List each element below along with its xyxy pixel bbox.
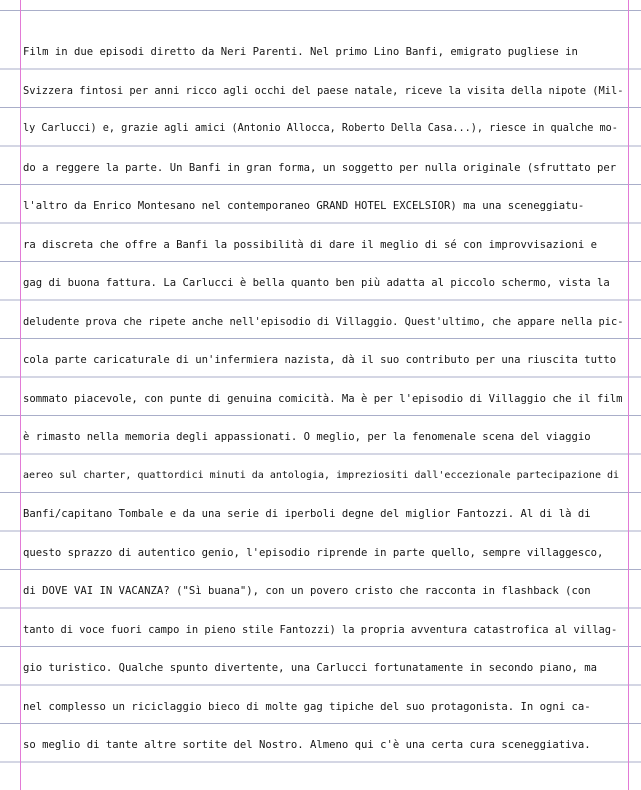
text-line: è rimasto nella memoria degli appassionati. O meglio, per la fenomenale scena del viaggio bbox=[23, 431, 591, 443]
right-margin-line bbox=[628, 0, 629, 790]
text-line: sommato piacevole, con punte di genuina comicità. Ma è per l'episodio di Villaggio che il film bbox=[23, 392, 623, 405]
text-line: do a reggere la parte. Un Banfi in gran forma, un soggetto per nulla originale (sfruttato per bbox=[23, 161, 617, 174]
text-line: ra discreta che offre a Banfi la possibilità di dare il meglio di sé con improvvisazioni e bbox=[23, 238, 598, 251]
text-line: gio turistico. Qualche spunto divertente, una Carlucci fortunatamente in secondo piano, ma bbox=[23, 662, 598, 674]
text-line: Banfi/capitano Tombale e da una serie di iperboli degne del miglior Fantozzi. Al di là di bbox=[23, 508, 591, 520]
text-line: ly Carlucci) e, grazie agli amici (Antonio Allocca, Roberto Della Casa...), riesce in qualche mo- bbox=[23, 123, 618, 134]
left-margin-line bbox=[20, 0, 21, 790]
text-line: tanto di voce fuori campo in pieno stile Fantozzi) la propria avventura catastrofica al villag- bbox=[23, 623, 618, 636]
text-line: Film in due episodi diretto da Neri Parenti. Nel primo Lino Banfi, emigrato pugliese in bbox=[23, 46, 578, 58]
text-line: cola parte caricaturale di un'infermiera nazista, dà il suo contributo per una riuscita tutto bbox=[23, 354, 617, 366]
text-line: aereo sul charter, quattordici minuti da antologia, impreziositi dall'eccezionale partecipazione di bbox=[23, 469, 620, 481]
text-line: questo sprazzo di autentico genio, l'episodio riprende in parte quello, sempre villaggesco, bbox=[23, 546, 604, 559]
text-line: Svizzera fintosi per anni ricco agli occhi del paese natale, riceve la visita della nipote (Mil- bbox=[23, 84, 624, 97]
text-line: di DOVE VAI IN VACANZA? ("Sì buana"), con un povero cristo che racconta in flashback (con bbox=[23, 585, 591, 597]
text-line: nel complesso un riciclaggio bieco di molte gag tipiche del suo protagonista. In ogni ca- bbox=[23, 700, 591, 713]
text-line: l'altro da Enrico Montesano nel contemporaneo GRAND HOTEL EXCELSIOR) ma una sceneggiatu- bbox=[23, 200, 585, 212]
handwritten-text bbox=[23, 33, 626, 765]
text-line: deludente prova che ripete anche nell'episodio di Villaggio. Quest'ultimo, che appare nella pic- bbox=[23, 315, 624, 328]
text-line: gag di buona fattura. La Carlucci è bella quanto ben più adatta al piccolo schermo, vista la bbox=[23, 277, 610, 289]
text-line: so meglio di tante altre sortite del Nostro. Almeno qui c'è una certa cura sceneggiativa. bbox=[23, 739, 591, 751]
